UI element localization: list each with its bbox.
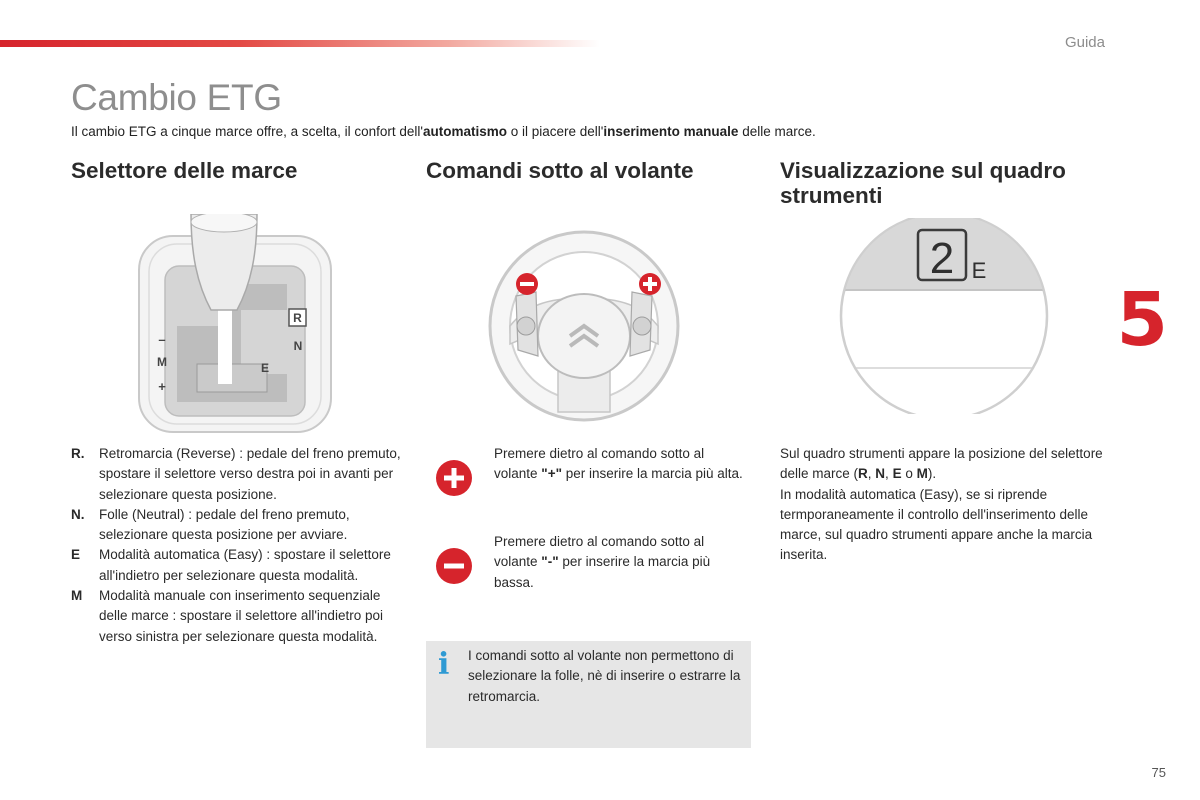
intro-text: delle marce. — [738, 124, 816, 139]
list-item — [71, 444, 401, 505]
plus-description — [494, 444, 750, 485]
display-description — [780, 444, 1110, 566]
display-key-m: M — [916, 466, 928, 482]
display-sep: , — [867, 466, 876, 482]
intro-bold-manual: inserimento manuale — [603, 124, 739, 139]
info-box — [426, 641, 751, 748]
plus-text: Premere dietro al comando sotto al volante — [494, 446, 705, 482]
selector-label-r: R — [293, 311, 302, 325]
def-text: Folle (Neutral) : pedale del freno premuto, selezionare questa posizione per avviare. — [99, 506, 350, 543]
display-text: Sul quadro strumenti appare la posizione del selettore delle marce ( — [780, 446, 1103, 482]
minus-symbol: "-" — [541, 554, 559, 570]
selector-label-n: N — [293, 339, 303, 353]
display-key-n: N — [875, 466, 886, 482]
display-text-easy: In modalità automatica (Easy), se si riprende termporaneamente il controllo dell'inserimento delle marce, sul quadro strumenti appare anche la marcia inserita. — [780, 486, 1093, 563]
list-item — [71, 545, 401, 586]
display-key-r: R — [858, 466, 868, 482]
display-heading: Visualizzazione sul quadro strumenti — [780, 158, 1066, 208]
def-text: Modalità automatica (Easy) : spostare il selettore all'indietro per selezionare questa modalità. — [99, 547, 391, 583]
selector-definition-list — [71, 444, 401, 647]
plus-symbol: "+" — [541, 466, 562, 482]
display-key-e: E — [892, 466, 902, 482]
list-item — [71, 505, 401, 546]
minus-description — [494, 532, 750, 593]
chapter-number: 5 — [1116, 277, 1168, 363]
def-text: Retromarcia (Reverse) : pedale del freno premuto, spostare il selettore verso destra poi in avanti per selezionare questa posizione. — [99, 446, 401, 502]
selector-label-e: E — [260, 361, 270, 375]
info-icon: i — [438, 647, 450, 682]
section-label: Guida — [1064, 34, 1105, 51]
def-key: E — [71, 547, 81, 563]
def-key: N. — [71, 506, 85, 522]
def-key: R. — [71, 446, 85, 461]
page-number: 75 — [1151, 765, 1166, 780]
intro-text: Il cambio ETG a cinque marce offre, a scelta, il confort dell' — [71, 124, 423, 139]
instrument-display-illustration — [836, 218, 1052, 414]
page-title: Cambio ETG — [71, 77, 282, 118]
plus-text: per inserire la marcia più alta. — [561, 466, 743, 482]
selector-label-minus: – — [158, 332, 166, 347]
steering-wheel-illustration — [486, 226, 682, 426]
steering-heading: Comandi sotto al volante — [426, 158, 694, 183]
info-text: I comandi sotto al volante non permettono di selezionare la folle, nè di inserire o estrarre la retromarcia. — [468, 648, 741, 704]
gear-selector-illustration — [137, 214, 333, 434]
minus-icon — [436, 548, 472, 584]
header-accent-bar — [0, 40, 600, 47]
plus-icon — [436, 460, 472, 496]
display-sep: , — [885, 466, 893, 482]
minus-text: Premere dietro al comando sotto al volante — [494, 534, 705, 570]
minus-text: per inserire la marcia più bassa. — [494, 554, 711, 590]
def-key: M — [71, 588, 83, 604]
def-text: Modalità manuale con inserimento sequenziale delle marce : spostare il selettore all'indietro poi verso sinistra per selezionare questa modalità. — [99, 588, 383, 644]
gear-mode: E — [971, 258, 987, 283]
selector-heading: Selettore delle marce — [71, 158, 298, 183]
display-sep: o — [901, 466, 917, 482]
selector-label-plus: + — [158, 379, 166, 394]
intro-paragraph — [71, 124, 816, 139]
intro-text: o il piacere dell' — [507, 124, 604, 139]
selector-label-m: M — [157, 355, 167, 369]
list-item — [71, 586, 401, 647]
display-text: ). — [927, 466, 937, 482]
intro-bold-automatic: automatismo — [422, 124, 507, 139]
gear-digit: 2 — [929, 234, 955, 283]
